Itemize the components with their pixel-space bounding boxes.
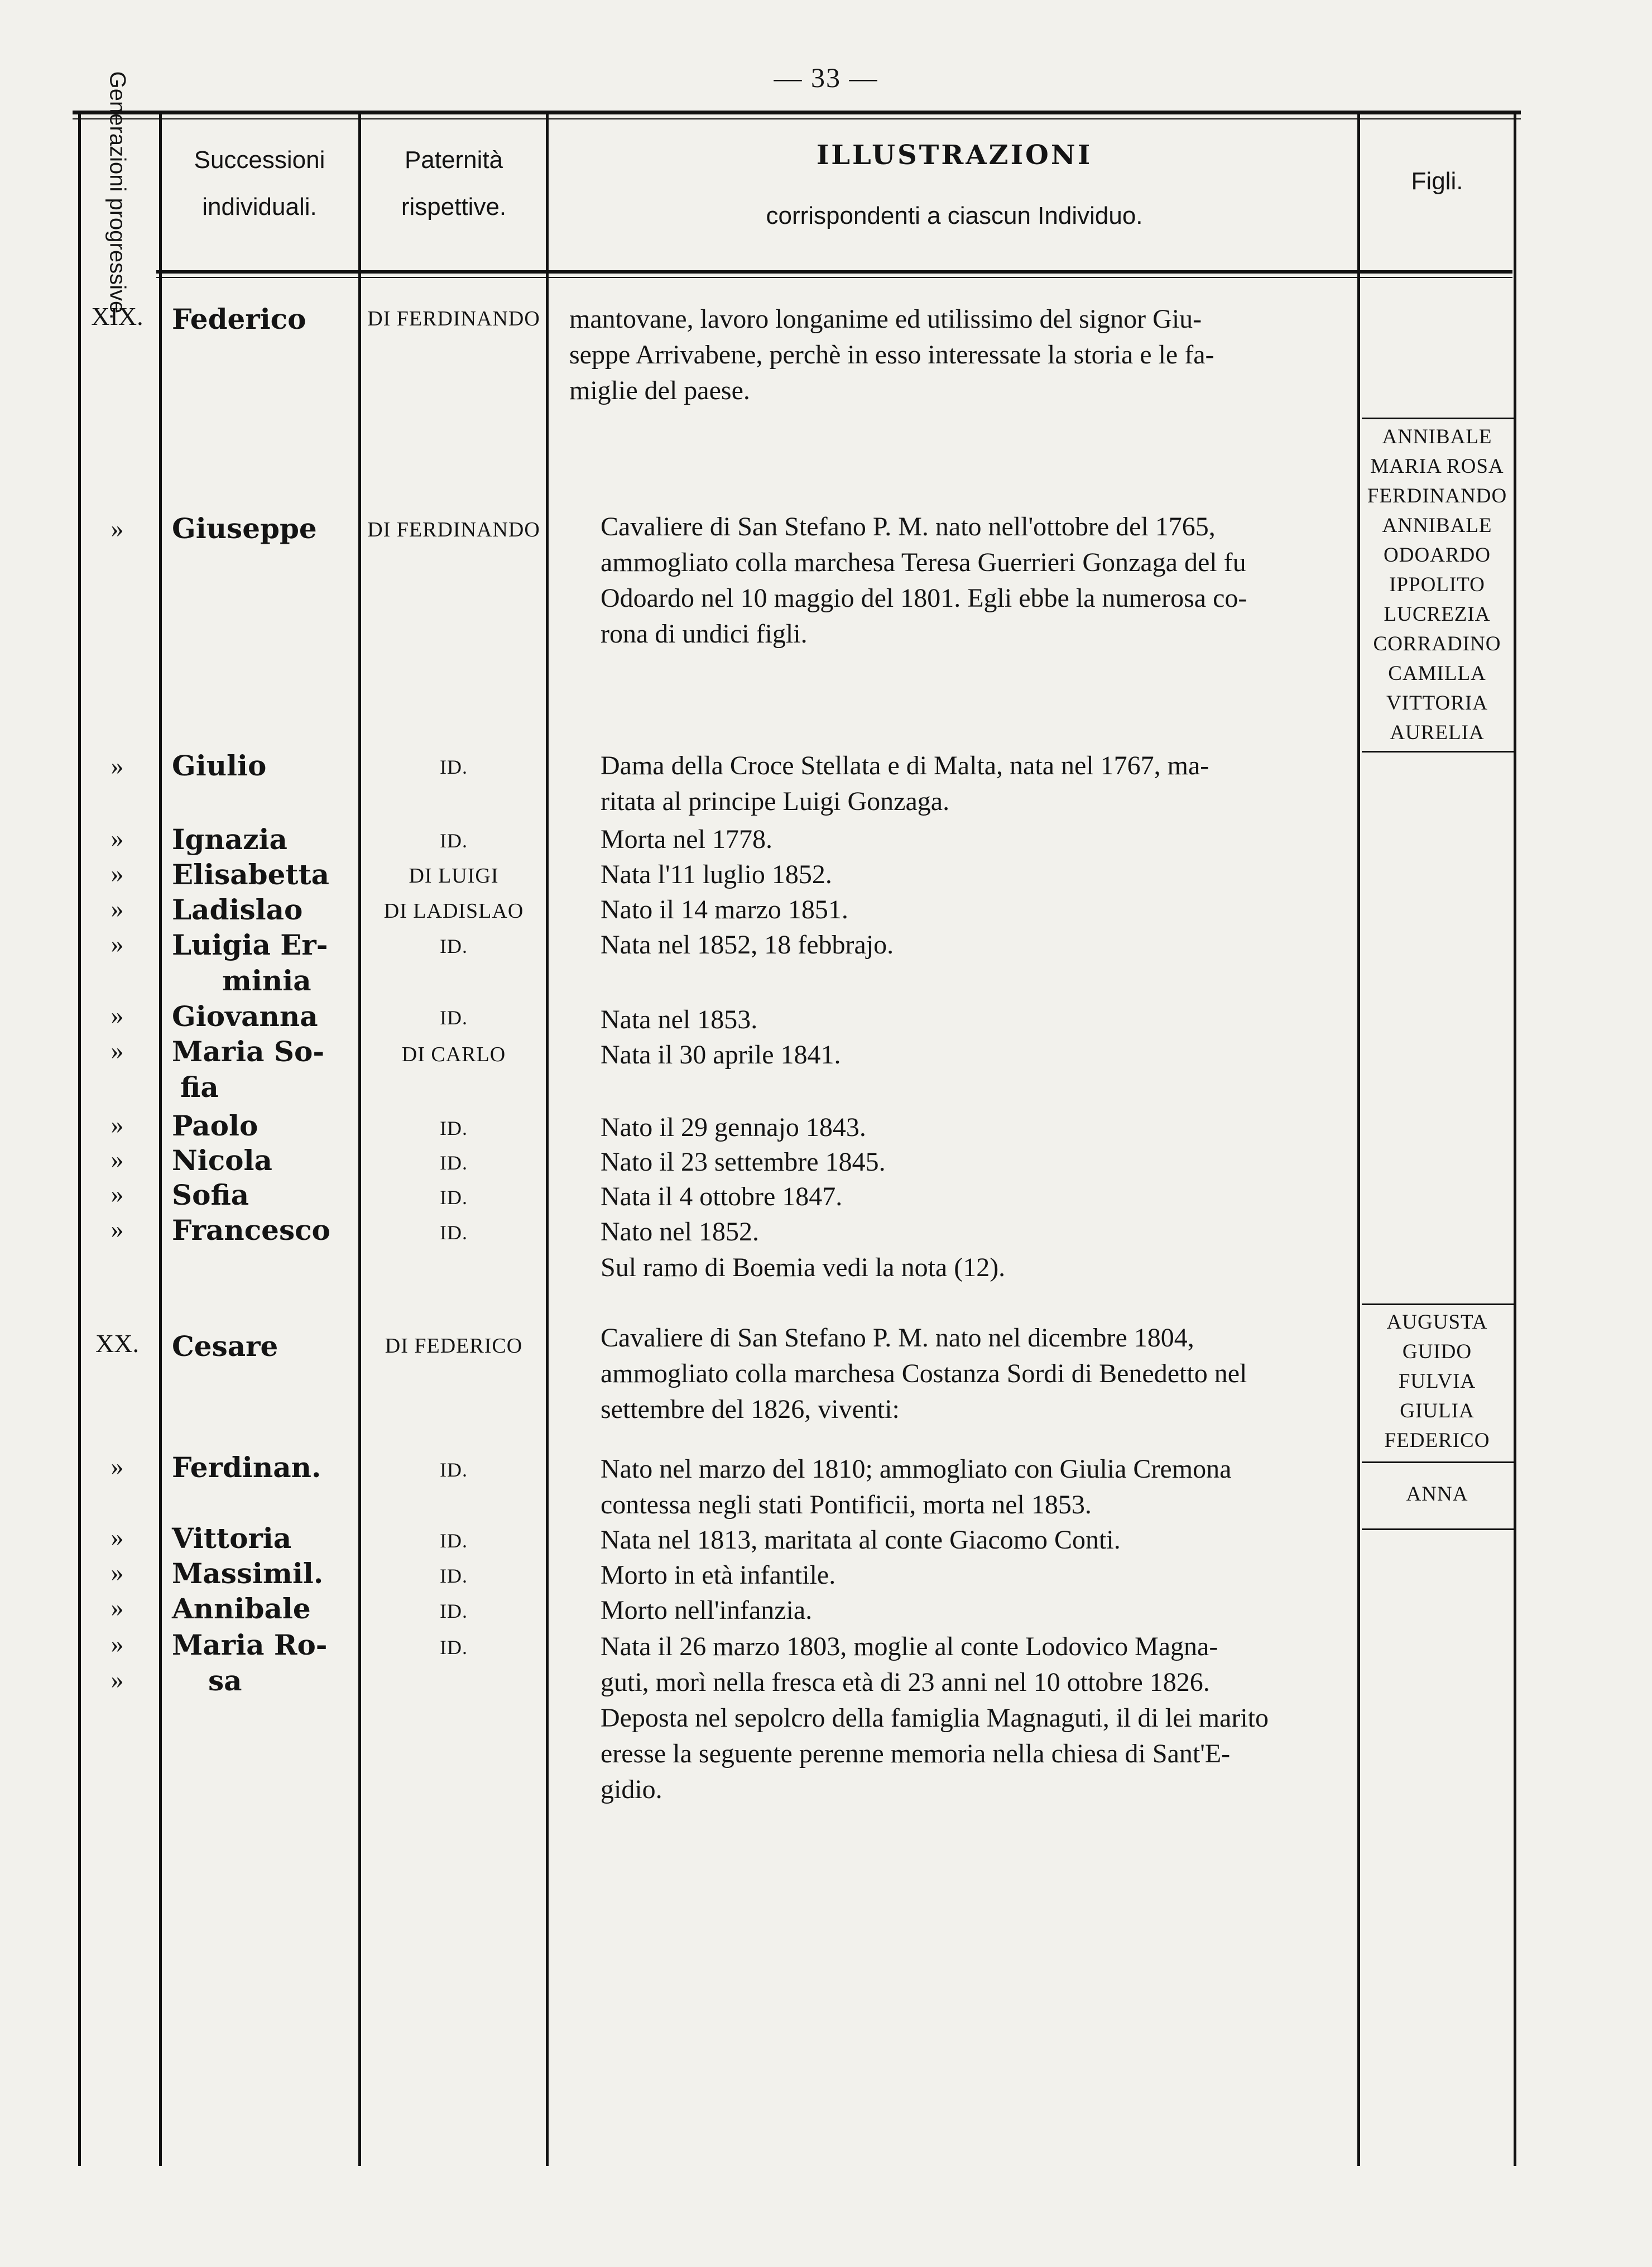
paternity-cell: ID. [440,1221,468,1244]
illustration-cell: Nata nel 1813, maritata al conte Giacomo Conti. [601,1525,1121,1555]
name-cell: Ignazia [172,823,287,856]
paternity-cell: ID. [440,830,468,852]
illustration-cell: Nato nel marzo del 1810; ammogliato con Giulia Cremona contessa negli stati Pontificii, morta nel 1853. [601,1454,1232,1520]
figli-rule [1362,1461,1514,1463]
generation-cell: » [111,929,124,958]
name-cell: Maria Ro- sa [172,1628,328,1697]
top-rule-thin [73,118,1521,119]
generation-cell: » [111,1558,124,1587]
col-divider-4 [1357,114,1360,2166]
name-cell: Ferdinan. [172,1451,321,1484]
name-cell: Luigia Er- minia [172,928,328,997]
illustration-cell: Nata il 30 aprile 1841. [601,1040,841,1070]
paternity-cell: DI CARLO [401,1043,506,1066]
name-cell: Nicola [172,1144,272,1177]
generation-cell: » [111,894,124,923]
figli-rule [1362,1528,1514,1530]
name-cell: Giuseppe [172,512,317,545]
figli-rule [1362,418,1514,419]
header-successioni: Successioni individuali. [194,146,325,221]
generation-cell: » [111,514,124,543]
header-figli: Figli. [1411,167,1463,195]
header-generazioni: Generazioni progressive. [105,71,130,320]
illustration-cell: Cavaliere di San Stefano P. M. nato nell'ottobre del 1765, ammogliato colla marchesa Teresa Guerrieri Gonzaga del fu Odoardo nel 10 maggio del 1801. Egli ebbe la numerosa co- rona di undici figli. [601,512,1247,649]
paternity-cell: ID. [440,1459,468,1481]
paternity-cell: DI LUIGI [409,864,499,888]
right-border [1514,114,1516,2166]
generation-cell: XX. [95,1329,139,1358]
name-cell: Massimil. [172,1557,324,1590]
illustration-cell: Morta nel 1778. [601,825,772,854]
paternity-cell: DI FEDERICO [385,1334,523,1358]
paternity-cell: ID. [440,1186,468,1209]
paternity-cell: ID. [440,1636,468,1659]
illustration-cell: Nata nel 1853. [601,1005,758,1034]
name-cell: Vittoria [172,1522,292,1555]
generation-cell: » [111,1001,124,1029]
figli-list: ANNIBALE MARIA ROSA FERDINANDO ANNIBALE ODOARDO IPPOLITO LUCREZIA CORRADINO CAMILLA VITTORIA AURELIA [1367,425,1507,744]
illustration-cell: Morto nell'infanzia. [601,1595,813,1625]
generation-cell: » [111,1452,124,1480]
generation-cell: » [111,1036,124,1065]
generation-cell: » [111,859,124,888]
name-cell: Ladislao [172,893,303,926]
name-cell: Elisabetta [172,858,330,891]
header-illustrazioni-title: ILLUSTRAZIONI [816,140,1093,171]
figli-list: AUGUSTA GUIDO FULVIA GIULIA FEDERICO [1384,1311,1490,1452]
generation-cell: » [111,1145,124,1173]
paternity-cell: ID. [440,1117,468,1139]
col-divider-3 [546,114,549,2166]
generation-cell: » [111,1523,124,1551]
paternity-cell: DI FERDINANDO [367,518,540,541]
generation-cell: » [111,1110,124,1139]
paternity-cell: DI LADISLAO [383,899,524,923]
generation-cell: » [111,1593,124,1622]
illustration-cell: Nata l'11 luglio 1852. [601,860,832,889]
name-cell: Giulio [172,749,267,782]
generation-cell: » [111,1180,124,1208]
paternity-cell: ID. [440,756,468,778]
name-cell: Cesare [172,1330,278,1363]
generation-cell: » [111,824,124,852]
figli-rule [1362,1303,1514,1305]
figli-list: ANNA [1406,1483,1468,1506]
paternity-cell: DI FERDINANDO [367,307,540,330]
generation-cell: » [111,1629,124,1658]
paternity-cell: ID. [440,935,468,957]
name-cell: Francesco [172,1214,330,1247]
illustration-cell: Nata il 4 ottobre 1847. [601,1182,843,1211]
name-cell: Paolo [172,1109,258,1142]
name-cell: Giovanna [172,1000,318,1033]
generation-cell: » [111,751,124,780]
paternity-cell: ID. [440,1530,468,1552]
header-paternita: Paternità rispettive. [401,146,507,221]
illustration-cell: Nata il 26 marzo 1803, moglie al conte Lodovico Magna- guti, morì nella fresca età di 23 anni nel 10 ottobre 1826. Deposta nel sepolcro della famiglia Magnaguti, il di lei marito eresse la seguente perenne memoria nella chiesa di Sant'E- gidio. [601,1632,1269,1804]
illustration-cell: Cavaliere di San Stefano P. M. nato nel dicembre 1804, ammogliato colla marchesa Costanza Sordi di Benedetto nel settembre del 1826, viventi: [601,1323,1247,1424]
paternity-cell: ID. [440,1007,468,1029]
illustration-cell: Morto in età infantile. [601,1560,836,1590]
page-number: — 33 — [774,62,878,93]
illustration-cell: Nato nel 1852. Sul ramo di Boemia vedi la nota (12). [601,1217,1006,1282]
paternity-cell: ID. [440,1565,468,1587]
illustration-cell: Nato il 29 gennajo 1843. [601,1113,866,1142]
figli-rule [1362,751,1514,753]
top-rule [73,111,1521,114]
header-illustrazioni-subtitle: corrispondenti a ciascun Individuo. [766,202,1143,229]
paternity-cell: ID. [440,1152,468,1174]
name-cell: Federico [172,303,306,336]
illustration-cell: Nata nel 1852, 18 febbrajo. [601,930,894,960]
name-cell: Annibale [172,1592,311,1625]
name-cell: Maria So- fia [172,1035,325,1104]
illustration-cell: Dama della Croce Stellata e di Malta, nata nel 1767, ma- ritata al principe Luigi Gonzaga. [601,751,1209,816]
col-divider-1 [159,114,162,2166]
illustration-cell: Nato il 14 marzo 1851. [601,895,848,924]
illustration-cell: mantovane, lavoro longanime ed utilissimo del signor Giu- seppe Arrivabene, perchè in esso interessate la storia e le fa- miglie del paese. [569,304,1214,405]
generation-cell: » [111,1215,124,1243]
left-border [78,114,81,2166]
generation-cell: » [111,1665,124,1694]
illustration-cell: Nato il 23 settembre 1845. [601,1147,886,1177]
name-cell: Sofia [172,1178,249,1211]
generation-cell: XIX. [91,302,143,330]
paternity-cell: ID. [440,1600,468,1622]
